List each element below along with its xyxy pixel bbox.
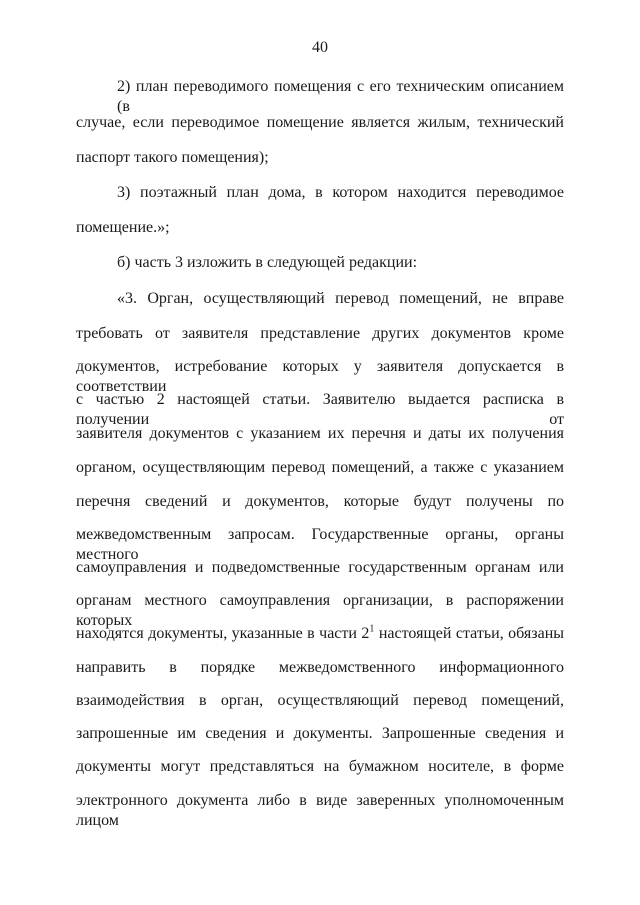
text-line: органам местного самоуправления организации, в распоряжении которых [76,592,564,629]
text-line: случае, если переводимое помещение является жилым, технический [76,114,564,131]
text-line: органом, осуществляющим перевод помещений, а также с указанием [76,459,564,476]
text-line: документов, истребование которых у заявителя допускается в соответствии [76,358,564,395]
text-line: направить в порядке межведомственного информационного [76,659,564,676]
text-line: паспорт такого помещения); [76,149,269,166]
text-line: самоуправления и подведомственные государственным органам или [76,559,564,576]
page-number: 40 [312,39,328,56]
text-line: межведомственным запросам. Государственные органы, органы местного [76,526,564,563]
text-line: 2) план переводимого помещения с его техническим описанием (в [117,78,564,115]
text-line: с частью 2 настоящей статьи. Заявителю выдается расписка в получении от [76,391,564,428]
text-line: взаимодействия в орган, осуществляющий перевод помещений, [76,692,564,709]
text-line: 3) поэтажный план дома, в котором находится переводимое [117,184,564,201]
superscript: 1 [369,623,375,635]
text-fragment: находятся документы, указанные в части 2 [76,625,370,642]
text-line: помещение.»; [76,219,170,236]
text-line: требовать от заявителя представление других документов кроме [76,325,564,342]
text-line: «3. Орган, осуществляющий перевод помещений, не вправе [117,290,564,307]
text-line: электронного документа либо в виде заверенных уполномоченным лицом [76,792,564,829]
text-line-with-superscript [76,624,564,644]
text-line: документы могут представляться на бумажном носителе, в форме [76,758,564,775]
text-line: б) часть 3 изложить в следующей редакции: [117,254,418,271]
text-line: заявителя документов с указанием их перечня и даты их получения [76,425,564,442]
text-line: перечня сведений и документов, которые будут получены по [76,493,564,510]
text-fragment: настоящей статьи, обязаны [374,625,565,642]
text-line: запрошенные им сведения и документы. Запрошенные сведения и [76,725,564,742]
